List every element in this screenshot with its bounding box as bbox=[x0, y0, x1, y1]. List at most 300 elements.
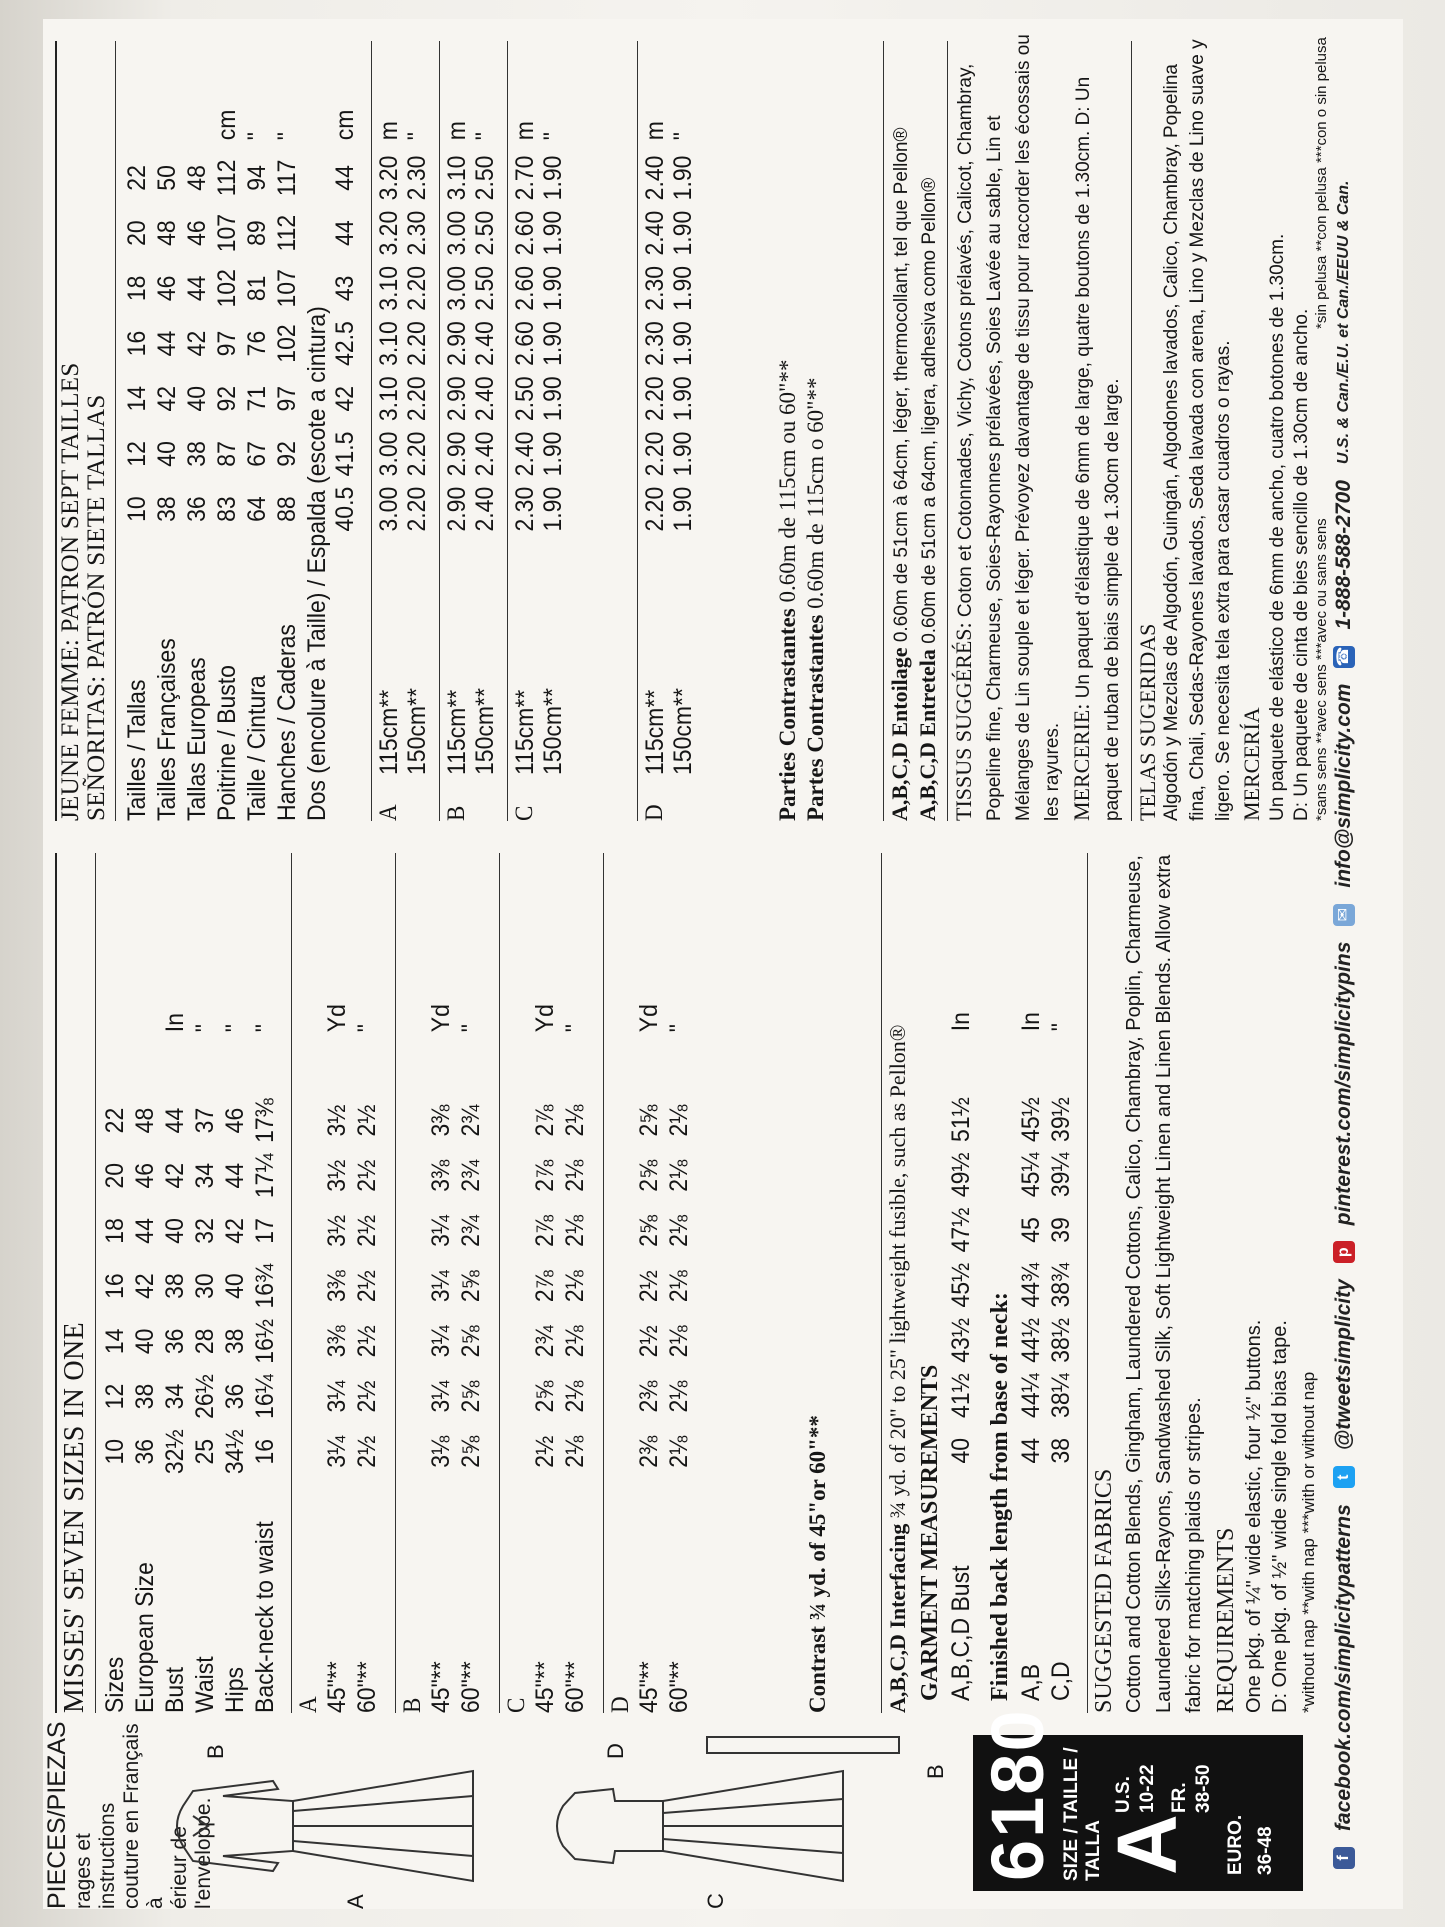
tissus-title: TISSUS SUGGÉRÉS: bbox=[950, 621, 976, 821]
cell-value: 16¾ bbox=[250, 1263, 279, 1309]
view-label-b-small: B bbox=[922, 1763, 948, 1779]
view-label-c: C bbox=[702, 1892, 728, 1909]
cell-value: 42 bbox=[160, 1162, 189, 1189]
cell-value: 3.10 bbox=[374, 320, 403, 366]
cell-value: 2.50 bbox=[470, 155, 499, 200]
cell-value: 40 bbox=[152, 440, 181, 467]
cell-value: 1.90 bbox=[668, 375, 697, 421]
row-label: European Size bbox=[130, 1561, 159, 1713]
view-label-d: D bbox=[602, 1742, 628, 1759]
cell-value: 42 bbox=[152, 385, 181, 412]
cell-value: 2.90 bbox=[442, 375, 471, 421]
phone-number: 1-888-588-2700 bbox=[1331, 479, 1355, 630]
fr-sizes: 38-50 bbox=[1192, 1763, 1214, 1813]
cell-value: 45½ bbox=[1016, 1096, 1045, 1142]
email-link[interactable]: info@simplicity.com bbox=[1331, 683, 1355, 888]
unit-label: Yd bbox=[634, 1003, 663, 1032]
meterage-row bbox=[511, 0, 541, 821]
row-label: 45"** bbox=[634, 1660, 663, 1713]
cell-value: 38 bbox=[152, 495, 181, 522]
row-label: 45"** bbox=[322, 1660, 351, 1713]
cell-value: 1.90 bbox=[538, 320, 567, 366]
unit-label: In bbox=[946, 1011, 975, 1031]
meterage-row bbox=[403, 0, 433, 821]
cell-value: 14 bbox=[122, 385, 151, 412]
cell-value: 50 bbox=[152, 164, 181, 191]
cell-value: 40 bbox=[182, 385, 211, 412]
meterage-row bbox=[375, 0, 405, 821]
cell-value: 42 bbox=[182, 330, 211, 356]
row-label: Bust bbox=[160, 1666, 189, 1713]
yardage-row bbox=[635, 885, 665, 1713]
view-name: D bbox=[640, 803, 668, 821]
cell-value: 12 bbox=[122, 440, 151, 467]
row-label: Tallas Europeas bbox=[182, 656, 211, 821]
cell-value: 39 bbox=[1046, 1216, 1075, 1243]
cell-value: 42.5 bbox=[330, 320, 359, 366]
cell-value: 117 bbox=[272, 159, 301, 196]
size-chart-row bbox=[183, 0, 213, 821]
cell-value: 97 bbox=[212, 330, 241, 356]
cell-value: 2.50 bbox=[510, 375, 539, 421]
unit-label: " bbox=[272, 131, 301, 140]
pieces-line-3: érieur de l'enveloppe. bbox=[167, 1797, 215, 1909]
cell-value: 2½ bbox=[352, 1104, 381, 1137]
euro-label: EURO. bbox=[1224, 1814, 1246, 1875]
size-chart-row bbox=[221, 885, 251, 1713]
cell-value: 3¼ bbox=[426, 1380, 455, 1413]
row-label: 150cm** bbox=[470, 687, 499, 775]
meterage-row bbox=[471, 0, 501, 821]
size-chart-row bbox=[243, 0, 273, 821]
dos-values-row bbox=[331, 0, 361, 821]
cell-value: 2.20 bbox=[640, 375, 669, 421]
jeune-footnote-fr: *sans sens **avec sens ***avec ou sans sens bbox=[1312, 517, 1330, 821]
row-label: 60"** bbox=[560, 1660, 589, 1713]
cell-value: 41.5 bbox=[330, 431, 359, 476]
cell-value: 44 bbox=[160, 1107, 189, 1133]
cell-value: 2⅛ bbox=[560, 1159, 589, 1192]
contrast-fr-note bbox=[773, 21, 803, 821]
cell-value: 2.50 bbox=[470, 210, 499, 256]
yardage-row bbox=[353, 885, 383, 1713]
cell-value: 2⅛ bbox=[664, 1214, 693, 1247]
cell-value: 40.5 bbox=[330, 486, 359, 532]
cell-value: 45½ bbox=[946, 1262, 975, 1308]
cell-value: 3.00 bbox=[374, 486, 403, 532]
yardage-row bbox=[457, 885, 487, 1713]
cell-value: 10 bbox=[122, 495, 151, 522]
cell-value: 36 bbox=[220, 1383, 249, 1409]
cell-value: 17 bbox=[250, 1217, 279, 1244]
cell-value: 2.30 bbox=[640, 265, 669, 311]
cell-value: 2⅝ bbox=[456, 1435, 485, 1468]
cell-value: 2.20 bbox=[402, 375, 431, 421]
misses-title-rule bbox=[95, 853, 96, 1713]
cell-value: 3⅜ bbox=[322, 1324, 351, 1357]
cell-value: 3¼ bbox=[426, 1214, 455, 1247]
view-name: C bbox=[510, 805, 538, 821]
email-icon: ✉ bbox=[1333, 903, 1355, 925]
mercerie-title: MERCERIE: bbox=[1068, 703, 1094, 821]
cell-value: 2½ bbox=[634, 1324, 663, 1357]
cell-value: 32½ bbox=[160, 1428, 189, 1474]
misses-title: MISSES' SEVEN SIZES IN ONE bbox=[58, 1321, 90, 1713]
row-label: Hips bbox=[220, 1666, 249, 1713]
twitter-link[interactable]: @tweetsimplicity bbox=[1331, 1278, 1355, 1450]
cell-value: 2.40 bbox=[640, 210, 669, 256]
row-label: 150cm** bbox=[538, 687, 567, 775]
envelope-back bbox=[43, 19, 1403, 1909]
telas-rule bbox=[1131, 41, 1132, 821]
cell-value: 107 bbox=[272, 268, 301, 308]
cell-value: 45¼ bbox=[1016, 1151, 1045, 1197]
merceria-title: MERCERÍA bbox=[1238, 706, 1264, 821]
row-label: 45"** bbox=[426, 1660, 455, 1713]
cell-value: 38 bbox=[130, 1383, 159, 1409]
cell-value: 16 bbox=[122, 330, 151, 356]
pattern-number: 6180 bbox=[975, 1707, 1059, 1881]
cell-value: 3.20 bbox=[374, 155, 403, 200]
view-divider bbox=[499, 853, 500, 1713]
unit-label: In bbox=[1016, 1011, 1045, 1031]
cell-value: 3¼ bbox=[322, 1380, 351, 1413]
row-label: A,B,C,D Bust bbox=[946, 1565, 975, 1701]
cell-value: 1.90 bbox=[668, 265, 697, 311]
cell-value: 3.00 bbox=[374, 431, 403, 476]
cell-value: 2.90 bbox=[442, 486, 471, 532]
cell-value: 48 bbox=[152, 219, 181, 246]
cell-value: 2⅝ bbox=[634, 1214, 663, 1247]
contrast-es-lead: Partes Contrastantes bbox=[802, 614, 828, 821]
cell-value: 3⅜ bbox=[426, 1104, 455, 1137]
jeune-title-rule bbox=[115, 41, 116, 821]
social-bar bbox=[1321, 59, 1367, 1869]
tissus-text: Coton et Cotonnades, Vichy, Cotons prélavés, Calicot, Chambray, Popeline fine, Charmeuse, Soies-Rayonnes prélavées, Soies Lavée au sable, Lin et Mélanges de Lin souple et léger. Prévoyez davantage de tissu pour raccorder les écossais ou les rayures. bbox=[954, 33, 1063, 821]
view-name: A bbox=[374, 803, 402, 821]
size-chart-row bbox=[213, 0, 243, 821]
view-name: B bbox=[442, 805, 470, 821]
meterage-row bbox=[539, 0, 569, 821]
suggested-fabrics-text: Cotton and Cotton Blends, Gingham, Laundered Cottons, Calico, Chambray, Poplin, Charmeuse, Laundered Silks-Rayons, Sandwashed Silk, Soft Lightweight Linen and Linen Blends. Allow extra fabric for matching plaids or stripes. bbox=[1122, 854, 1205, 1713]
bias-tape-sketch bbox=[703, 1731, 903, 1759]
cell-value: 1.90 bbox=[668, 486, 697, 532]
phone-icon: ☎ bbox=[1333, 645, 1355, 667]
cell-value: 76 bbox=[242, 330, 271, 356]
size-chart-row bbox=[101, 885, 131, 1713]
cell-value: 2⅞ bbox=[530, 1269, 559, 1302]
cell-value: 2.20 bbox=[402, 486, 431, 532]
cell-value: 2⅛ bbox=[560, 1435, 589, 1468]
row-label: 150cm** bbox=[402, 687, 431, 775]
cell-value: 2¾ bbox=[456, 1104, 485, 1137]
cell-value: 38 bbox=[1046, 1437, 1075, 1464]
cell-value: 112 bbox=[212, 159, 241, 196]
cell-value: 2⅜ bbox=[634, 1380, 663, 1413]
cell-value: 92 bbox=[212, 385, 241, 412]
misses-footnote: *without nap **with nap ***with or without nap bbox=[1298, 1371, 1318, 1713]
suggested-fabrics-title: SUGGESTED FABRICS bbox=[1090, 1468, 1117, 1713]
cell-value: 3.20 bbox=[374, 210, 403, 256]
interfacing-lead: A,B,C,D Interfacing bbox=[884, 1523, 910, 1713]
cell-value: 71 bbox=[242, 385, 271, 412]
cell-value: 39½ bbox=[1046, 1096, 1075, 1142]
entretela-text: 0.60m de 51cm a 64cm, ligera, adhesiva como Pellon® bbox=[918, 177, 940, 644]
entretela-note bbox=[913, 21, 945, 821]
unit-label: " bbox=[250, 1023, 279, 1032]
view-divider bbox=[439, 41, 440, 821]
row-label: 60"** bbox=[456, 1660, 485, 1713]
cell-value: 37 bbox=[190, 1107, 219, 1133]
row-label: Tailles / Tallas bbox=[122, 679, 151, 821]
contrast-es-note bbox=[801, 21, 831, 821]
cell-value: 34 bbox=[190, 1162, 219, 1189]
cell-value: 2⅝ bbox=[634, 1104, 663, 1137]
merceria-line-1: Un paquete de elástico de 6mm de ancho, cuatro botones de 1.30cm. bbox=[1266, 233, 1288, 821]
view-name: B bbox=[398, 1697, 426, 1713]
size-label: SIZE / TAILLE / TALLA bbox=[1060, 1746, 1104, 1881]
meterage-row bbox=[641, 0, 671, 821]
cell-value: 1.90 bbox=[538, 265, 567, 311]
cell-value: 2.90 bbox=[442, 320, 471, 366]
cell-value: 16½ bbox=[250, 1318, 279, 1364]
row-label: 150cm** bbox=[668, 687, 697, 775]
cell-value: 44 bbox=[220, 1162, 249, 1189]
entoilage-rule bbox=[883, 41, 884, 821]
cell-value: 2.60 bbox=[510, 265, 539, 311]
cell-value: 46 bbox=[182, 219, 211, 246]
cell-value: 10 bbox=[100, 1438, 129, 1465]
size-chart-row bbox=[191, 885, 221, 1713]
unit-label: m bbox=[640, 120, 669, 140]
back-length-title: Finished back length from base of neck: bbox=[986, 1291, 1013, 1701]
unit-label: m bbox=[510, 120, 539, 140]
cell-value: 46 bbox=[220, 1107, 249, 1133]
size-chart-row bbox=[161, 885, 191, 1713]
cell-value: 44 bbox=[130, 1217, 159, 1244]
cell-value: 2½ bbox=[352, 1435, 381, 1468]
cell-value: 2.40 bbox=[470, 375, 499, 421]
cell-value: 44¾ bbox=[1016, 1262, 1045, 1308]
cell-value: 1.90 bbox=[538, 431, 567, 476]
cell-value: 36 bbox=[160, 1328, 189, 1354]
cell-value: 2.70 bbox=[510, 155, 539, 200]
view-name: A bbox=[294, 1695, 322, 1713]
cell-value: 2½ bbox=[634, 1269, 663, 1302]
cell-value: 1.90 bbox=[538, 155, 567, 200]
row-label: Hanches / Caderas bbox=[272, 623, 301, 821]
contrast-fr-text: 0.60m de 115cm ou 60"** bbox=[774, 359, 800, 603]
cell-value: 64 bbox=[242, 495, 271, 522]
cell-value: 81 bbox=[242, 275, 271, 301]
cell-value: 36 bbox=[182, 495, 211, 522]
cell-value: 2½ bbox=[352, 1324, 381, 1357]
view-divider bbox=[637, 41, 638, 821]
cell-value: 12 bbox=[100, 1383, 129, 1409]
cell-value: 40 bbox=[130, 1328, 159, 1354]
jeune-footnote-es: *sin pelusa **con pelusa ***con o sin pelusa bbox=[1312, 36, 1330, 329]
view-name: D bbox=[606, 1695, 634, 1713]
cell-value: 2¾ bbox=[456, 1159, 485, 1192]
size-chart-row bbox=[251, 885, 281, 1713]
entoilage-text: 0.60m de 51cm à 64cm, léger, thermocollant, tel que Pellon® bbox=[890, 127, 912, 642]
requirements-title: REQUIREMENTS bbox=[1212, 1527, 1239, 1713]
cell-value: 2⅝ bbox=[456, 1324, 485, 1357]
cell-value: 2.60 bbox=[510, 320, 539, 366]
unit-label: " bbox=[242, 131, 271, 140]
cell-value: 48 bbox=[130, 1107, 159, 1133]
cell-value: 97 bbox=[272, 385, 301, 412]
unit-label: " bbox=[664, 1023, 693, 1032]
cell-value: 3.00 bbox=[442, 210, 471, 256]
jeune-title-fr: JEUNE FEMME: PATRON SEPT TAILLES bbox=[56, 361, 84, 821]
cell-value: 67 bbox=[242, 440, 271, 467]
row-label: 115cm** bbox=[640, 689, 669, 775]
cell-value: 44 bbox=[1016, 1437, 1045, 1464]
twitter-icon: t bbox=[1333, 1466, 1355, 1488]
view-divider bbox=[371, 41, 372, 821]
cell-value: 3¼ bbox=[426, 1324, 455, 1357]
us-label: U.S. bbox=[1112, 1775, 1134, 1813]
unit-label: " bbox=[470, 131, 499, 140]
cell-value: 1.90 bbox=[668, 210, 697, 256]
cell-value: 17⅜ bbox=[250, 1097, 279, 1143]
row-label: 45"** bbox=[530, 1660, 559, 1713]
dress-sketch-a bbox=[163, 1751, 493, 1901]
cell-value: 2⅛ bbox=[664, 1380, 693, 1413]
cell-value: 38¼ bbox=[1046, 1372, 1075, 1418]
garment-bust-row bbox=[947, 873, 977, 1701]
unit-label: m bbox=[442, 120, 471, 140]
pieces-line-1: rages et instructions bbox=[71, 1802, 119, 1909]
cell-value: 2⅞ bbox=[530, 1159, 559, 1192]
jeune-title-es: SEÑORITAS: PATRÓN SIETE TALLAS bbox=[82, 393, 110, 821]
cell-value: 2.50 bbox=[470, 265, 499, 311]
cell-value: 3⅛ bbox=[426, 1435, 455, 1468]
cell-value: 2⅛ bbox=[664, 1435, 693, 1468]
yardage-row bbox=[561, 885, 591, 1713]
cell-value: 18 bbox=[100, 1217, 129, 1244]
cell-value: 2¾ bbox=[456, 1214, 485, 1247]
cell-value: 44 bbox=[330, 219, 359, 246]
facebook-link[interactable]: facebook.com/simplicitypatterns bbox=[1331, 1503, 1355, 1831]
cell-value: 2⅛ bbox=[664, 1104, 693, 1137]
cell-value: 2⅛ bbox=[560, 1104, 589, 1137]
cell-value: 2⅛ bbox=[664, 1159, 693, 1192]
cell-value: 2⅞ bbox=[530, 1104, 559, 1137]
telas-text: Algodón y Mezclas de Algodón, Guingán, Algodones lavados, Calico, Chambray, Popelina fina, Chali, Sedas-Rayones lavados, Seda lavada con arena, Lino y Mezclas de Lino suave y ligero. Se necesita tela extra para casar cuadros o rayas. bbox=[1160, 38, 1234, 821]
meterage-row bbox=[669, 0, 699, 821]
cell-value: 1.90 bbox=[538, 486, 567, 532]
cell-value: 42 bbox=[220, 1217, 249, 1244]
cell-value: 2.40 bbox=[510, 431, 539, 476]
cell-value: 44 bbox=[182, 275, 211, 301]
size-range-letter: A bbox=[1099, 1813, 1194, 1875]
cell-value: 94 bbox=[242, 164, 271, 191]
cell-value: 2⅞ bbox=[530, 1214, 559, 1247]
cell-value: 2½ bbox=[352, 1214, 381, 1247]
view-name: C bbox=[502, 1697, 530, 1713]
cell-value: 2.20 bbox=[640, 486, 669, 532]
cell-value: 18 bbox=[122, 275, 151, 301]
misses-top-rule bbox=[55, 853, 57, 1713]
row-label: Sizes bbox=[100, 1656, 129, 1713]
pinterest-link[interactable]: pinterest.com/simplicitypins bbox=[1331, 941, 1355, 1225]
cell-value: 92 bbox=[272, 440, 301, 467]
cell-value: 102 bbox=[272, 323, 301, 363]
dos-label: Dos (encolure à Taille) / Espalda (escote a cintura) bbox=[302, 305, 331, 821]
back-length-row bbox=[1017, 873, 1047, 1701]
cell-value: 2½ bbox=[352, 1380, 381, 1413]
interfacing-rule bbox=[881, 853, 882, 1713]
yardage-row bbox=[531, 885, 561, 1713]
cell-value: 42 bbox=[130, 1272, 159, 1299]
cell-value: 49½ bbox=[946, 1151, 975, 1197]
cell-value: 40 bbox=[220, 1272, 249, 1299]
row-label: 115cm** bbox=[510, 689, 539, 775]
cell-value: 16 bbox=[100, 1272, 129, 1299]
cell-value: 2⅝ bbox=[456, 1269, 485, 1302]
cell-value: 22 bbox=[122, 164, 151, 191]
mercerie-text: Un paquet d'élastique de 6mm de large, quatre boutons de 1.30cm. D: Un paquet de ruban de biais simple de 1.30cm de large. bbox=[1072, 76, 1123, 821]
cell-value: 44½ bbox=[1016, 1317, 1045, 1363]
row-label: A,B bbox=[1016, 1663, 1045, 1701]
pieces-heading: PIECES/PIEZAS bbox=[42, 1720, 71, 1909]
cell-value: 2.20 bbox=[402, 431, 431, 476]
cell-value: 2.20 bbox=[402, 320, 431, 366]
cell-value: 3.10 bbox=[442, 155, 471, 200]
cell-value: 2⅛ bbox=[664, 1324, 693, 1357]
cell-value: 25 bbox=[190, 1438, 219, 1465]
requirements-line-1: One pkg. of ¼" wide elastic, four ½" buttons. bbox=[1242, 1319, 1265, 1713]
cell-value: 2½ bbox=[352, 1159, 381, 1192]
left-strip bbox=[42, 1707, 1313, 1909]
unit-label: " bbox=[538, 131, 567, 140]
cell-value: 2½ bbox=[530, 1435, 559, 1468]
unit-label: Yd bbox=[530, 1003, 559, 1032]
cell-value: 2.60 bbox=[510, 210, 539, 256]
cell-value: 1.90 bbox=[538, 375, 567, 421]
cell-value: 2⅛ bbox=[560, 1324, 589, 1357]
cell-value: 3½ bbox=[322, 1104, 351, 1137]
cell-value: 34½ bbox=[220, 1428, 249, 1474]
cell-value: 38 bbox=[220, 1328, 249, 1354]
size-chart-row bbox=[273, 0, 303, 821]
cell-value: 2.20 bbox=[640, 431, 669, 476]
phone-region: U.S. & Can./E.U. et Can./EEUU & Can. bbox=[1334, 179, 1352, 464]
cell-value: 41½ bbox=[946, 1372, 975, 1418]
view-divider bbox=[395, 853, 396, 1713]
unit-label: m bbox=[374, 120, 403, 140]
cell-value: 20 bbox=[100, 1162, 129, 1189]
cell-value: 3.10 bbox=[374, 265, 403, 311]
garment-measurements-title: GARMENT MEASUREMENTS bbox=[916, 1364, 943, 1701]
contrast-es-text: 0.60m de 115cm o 60"** bbox=[802, 376, 828, 609]
row-label: 115cm** bbox=[442, 689, 471, 775]
row-label: Tailles Françaises bbox=[152, 637, 181, 821]
euro-sizes: 36-48 bbox=[1254, 1825, 1276, 1875]
cell-value: 1.90 bbox=[668, 431, 697, 476]
back-length-row bbox=[1047, 873, 1077, 1701]
view-label-b: B bbox=[202, 1743, 228, 1759]
contrast-fr-lead: Parties Contrastantes bbox=[774, 607, 800, 821]
cell-value: 2¾ bbox=[530, 1324, 559, 1357]
cell-value: 2.20 bbox=[402, 265, 431, 311]
cell-value: 2.90 bbox=[442, 431, 471, 476]
row-label: 60"** bbox=[664, 1660, 693, 1713]
cell-value: 2.30 bbox=[402, 155, 431, 200]
row-label: Taille / Cintura bbox=[242, 674, 271, 821]
